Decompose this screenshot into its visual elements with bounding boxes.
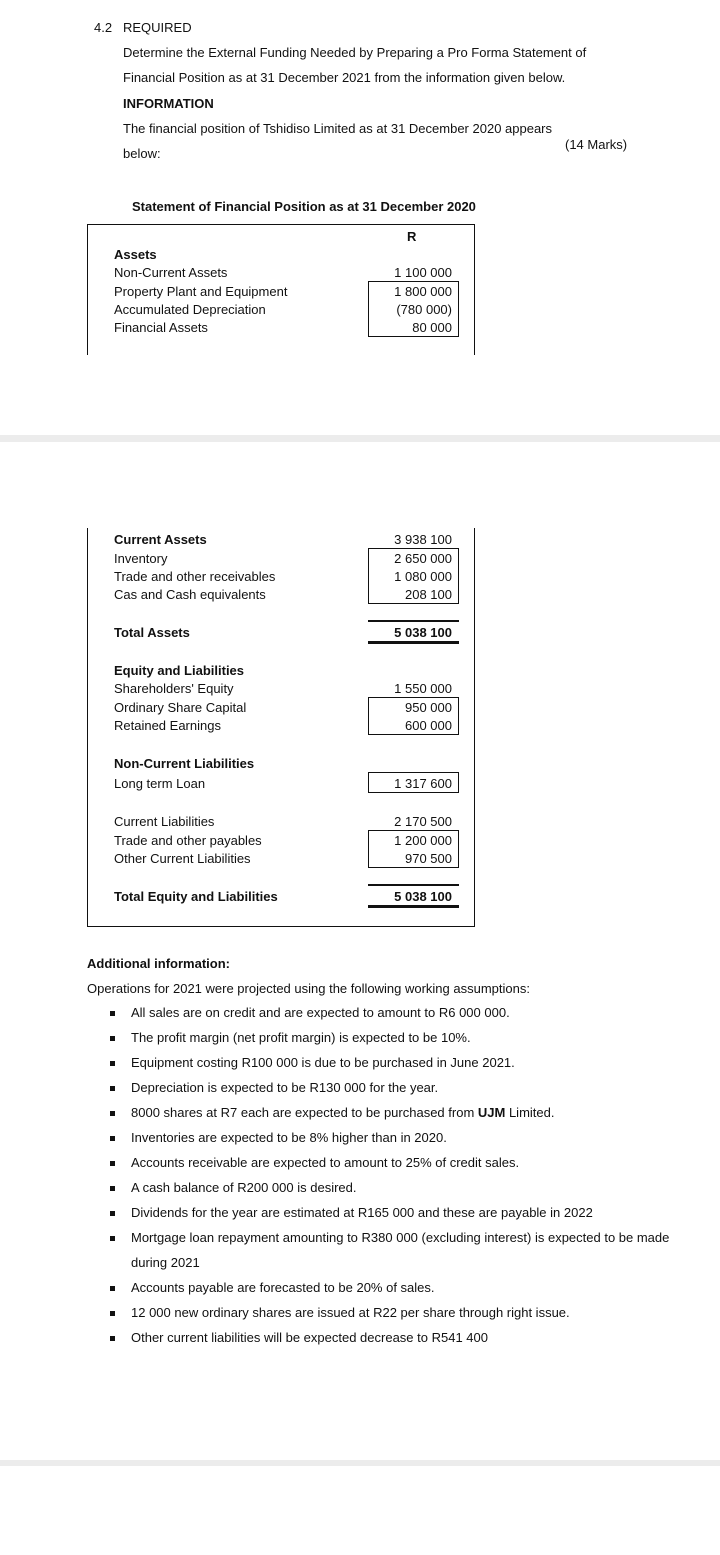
bullet-icon (110, 1186, 115, 1191)
question-heading: REQUIRED (123, 20, 192, 35)
ord-share-value: 950 000 (405, 700, 452, 715)
assumption-item: Inventories are expected to be 8% higher than in 2020. (131, 1130, 447, 1145)
bullet-icon (110, 1036, 115, 1041)
ncl-heading: Non-Current Liabilities (114, 756, 255, 771)
bullet-icon (110, 1211, 115, 1216)
retained-label: Retained Earnings (114, 718, 221, 733)
inventory-label: Inventory (114, 551, 168, 566)
assumption-item: Depreciation is expected to be R130 000 for the year. (131, 1080, 439, 1095)
acc-dep-value: (780 000) (396, 302, 452, 317)
assumption-item-text: 8000 shares at R7 each are expected to be purchased from (131, 1105, 478, 1120)
assumption-item: A cash balance of R200 000 is desired. (131, 1180, 357, 1195)
fin-assets-value: 80 000 (412, 320, 452, 335)
additional-intro: Operations for 2021 were projected using the following working assumptions: (87, 981, 530, 996)
bullet-icon (110, 1061, 115, 1066)
ppe-label: Property Plant and Equipment (114, 284, 288, 299)
info-text-line-2: below: (123, 146, 161, 161)
marks-label: (14 Marks) (565, 137, 628, 152)
cash-label: Cas and Cash equivalents (114, 587, 266, 602)
sh-equity-value: 1 550 000 (394, 681, 452, 696)
equity-heading: Equity and Liabilities (114, 663, 245, 678)
assumption-item: Mortgage loan repayment amounting to R380 000 (excluding interest) is expected to be made (131, 1230, 670, 1245)
assumption-item: Dividends for the year are estimated at R165 000 and these are payable in 2022 (131, 1205, 593, 1220)
current-assets-value: 3 938 100 (394, 532, 452, 547)
total-eq-bottom-rule (368, 905, 459, 908)
fin-assets-label: Financial Assets (114, 320, 208, 335)
total-assets-top-rule (368, 620, 459, 622)
non-current-assets-label: Non-Current Assets (114, 265, 228, 280)
assumption-item-continuation: during 2021 (131, 1255, 200, 1270)
assumption-item: The profit margin (net profit margin) is expected to be 10%. (131, 1030, 471, 1045)
page-separator (0, 435, 720, 442)
bullet-icon (110, 1336, 115, 1341)
assumption-item: Accounts receivable are expected to amount to 25% of credit sales. (131, 1155, 520, 1170)
loan-value: 1 317 600 (394, 776, 452, 791)
assumption-item (131, 1105, 554, 1120)
assumption-item-tail: Limited. (505, 1105, 555, 1120)
page-separator-bottom (0, 1460, 720, 1466)
assumption-item: 12 000 new ordinary shares are issued at R22 per share through right issue. (131, 1305, 570, 1320)
loan-label: Long term Loan (114, 776, 206, 791)
total-eq-liab-value: 5 038 100 (394, 889, 452, 904)
total-eq-liab-label: Total Equity and Liabilities (114, 889, 278, 904)
sh-equity-label: Shareholders' Equity (114, 681, 234, 696)
info-text-line-1: The financial position of Tshidiso Limited as at 31 December 2020 appears (123, 121, 553, 136)
additional-heading: Additional information: (87, 956, 230, 971)
required-text-line-2: Financial Position as at 31 December 2021 from the information given below. (123, 70, 566, 85)
assumption-item: Accounts payable are forecasted to be 20% of sales. (131, 1280, 435, 1295)
inventory-value: 2 650 000 (394, 551, 452, 566)
assumption-item: Equipment costing R100 000 is due to be purchased in June 2021. (131, 1055, 515, 1070)
bullet-icon (110, 1161, 115, 1166)
total-eq-top-rule (368, 884, 459, 886)
assets-heading: Assets (114, 247, 157, 262)
ppe-value: 1 800 000 (394, 284, 452, 299)
total-assets-bottom-rule (368, 641, 459, 644)
other-cl-value: 970 500 (405, 851, 452, 866)
bullet-icon (110, 1236, 115, 1241)
other-cl-label: Other Current Liabilities (114, 851, 251, 866)
bullet-icon (110, 1086, 115, 1091)
required-text-line-1: Determine the External Funding Needed by Preparing a Pro Forma Statement of (123, 45, 587, 60)
question-number: 4.2 (94, 20, 113, 35)
retained-value: 600 000 (405, 718, 452, 733)
ord-share-label: Ordinary Share Capital (114, 700, 247, 715)
company-name: UJM (477, 1105, 506, 1120)
statement-title: Statement of Financial Position as at 31 December 2020 (132, 199, 476, 214)
bullet-icon (110, 1286, 115, 1291)
cash-value: 208 100 (405, 587, 452, 602)
receivables-value: 1 080 000 (394, 569, 452, 584)
bullet-icon (110, 1311, 115, 1316)
receivables-label: Trade and other receivables (114, 569, 276, 584)
current-assets-label: Current Assets (114, 532, 207, 547)
bullet-icon (110, 1011, 115, 1016)
assumption-item: Other current liabilities will be expected decrease to R541 400 (131, 1330, 488, 1345)
cl-value: 2 170 500 (394, 814, 452, 829)
information-heading: INFORMATION (123, 96, 214, 111)
bullet-icon (110, 1111, 115, 1116)
currency-header: R (407, 229, 417, 244)
payables-label: Trade and other payables (114, 833, 262, 848)
cl-label: Current Liabilities (114, 814, 215, 829)
bullet-icon (110, 1136, 115, 1141)
assumption-item: All sales are on credit and are expected to amount to R6 000 000. (131, 1005, 510, 1020)
total-assets-label: Total Assets (114, 625, 190, 640)
non-current-assets-value: 1 100 000 (394, 265, 452, 280)
payables-value: 1 200 000 (394, 833, 452, 848)
total-assets-value: 5 038 100 (394, 625, 452, 640)
acc-dep-label: Accumulated Depreciation (114, 302, 266, 317)
